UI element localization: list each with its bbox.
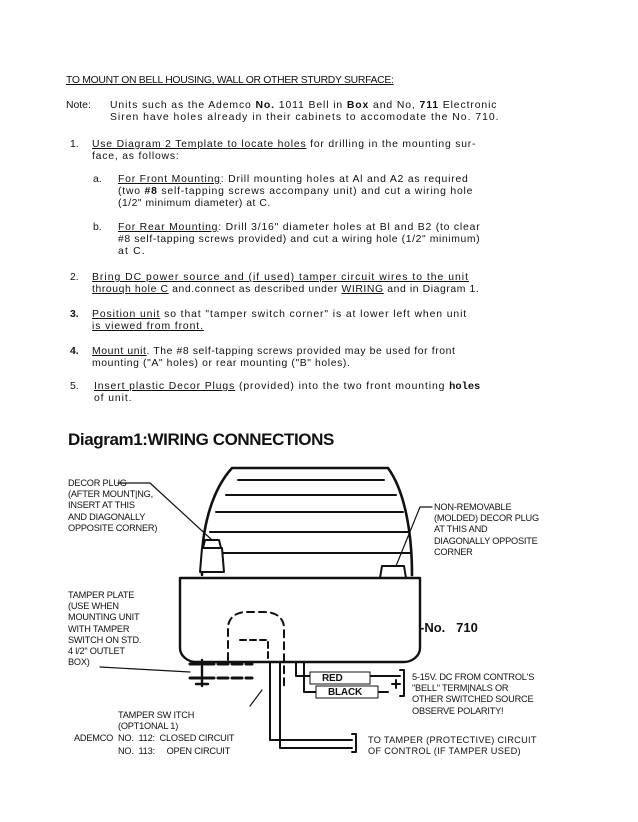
tamper-switch-label: [118, 710, 194, 732]
step-1b-heading: For Rear Mounting: [118, 222, 219, 233]
step-4-underlined: Mount unit: [92, 346, 147, 357]
note-text: and No,: [369, 100, 420, 111]
bell-dome-outline: [202, 468, 412, 575]
step-1b-text: : Drill 3/16" diameter holes at Bl and B2 (to clear: [218, 222, 481, 233]
step-1a-line-3: (1/2" minimum diameter) at C.: [118, 198, 271, 209]
polarity-plus: [392, 680, 400, 688]
label-line: (OPT1ONAL 1): [118, 721, 179, 732]
step-1a-text: (two: [118, 186, 145, 197]
label-line: (USE WHEN: [68, 601, 119, 612]
label-line: AND DIAGONALLY: [68, 511, 146, 522]
note-text: Electronic: [438, 100, 498, 111]
label-line: WITH TAMPER: [68, 623, 130, 634]
label-line: OF CONTROL (IF TAMPER USED): [368, 746, 521, 757]
no-112-label: NO. 112: CLOSED CIRCUIT: [118, 733, 235, 743]
decor-plug-right: [380, 566, 406, 578]
tamper-plate-label: [68, 590, 141, 668]
sub-letter: a.: [93, 174, 102, 185]
step-1-link-text: Use Diagram 2 Template to locate holes: [92, 139, 307, 150]
label-line: (AFTER MOUNT|NG,: [68, 489, 153, 500]
step-4-text: . The #8 self-tapping screws provided may be used for front: [146, 346, 456, 357]
model-number: -No. 710: [420, 620, 478, 635]
note-bold-no: No.: [255, 100, 275, 111]
decor-plug-label: [68, 478, 157, 534]
decor-plug-left-cap: [203, 540, 221, 548]
note-label: Note:: [66, 100, 91, 111]
step-2-underlined: throuqh hole C: [92, 284, 169, 295]
label-line: DIAGONALLY OPPOSITE: [434, 535, 538, 546]
label-line: OBSERVE POLARITY!: [412, 705, 504, 716]
label-line: NON-REMOVABLE: [434, 502, 512, 512]
note-text: 1011 Bell in: [274, 100, 347, 111]
step-number: 4.: [70, 346, 79, 357]
tamper-circuit-label: [368, 735, 537, 757]
step-2-line-1: Bring DC power source and (if used) tamper circuit wires to the unit: [92, 272, 469, 283]
base-box: [180, 578, 420, 662]
step-1a-text: : Drill mounting holes at Al and A2 as required: [220, 174, 469, 185]
label-line: INSERT AT THIS: [68, 500, 135, 511]
polarity-bracket: [400, 670, 404, 696]
label-line: TAMPER PLATE: [68, 590, 135, 600]
no-113-label: NO. 113: OPEN CIRCUIT: [118, 746, 231, 756]
step-5-text: (provided) into the two front mounting: [235, 381, 450, 392]
tamper-bracket: [352, 734, 356, 752]
label-line: DECOR PLUG: [68, 478, 127, 488]
label-line: AT THIS AND: [434, 524, 488, 535]
power-source-label: [412, 672, 534, 717]
step-3-underlined: Position unit: [92, 309, 161, 320]
note-bold-711: 711: [419, 100, 439, 111]
step-1a-heading: For Front Mounting: [118, 174, 221, 185]
label-line: 5-15V. DC FROM CONTROL'S: [412, 672, 535, 682]
label-line: 4 l/2" OUTLET: [68, 646, 125, 657]
ademco-label: ADEMCO: [74, 733, 114, 743]
label-line: OTHER SWITCHED SOURCE: [412, 694, 534, 705]
step-1b-line-3: at C.: [118, 246, 146, 257]
step-1-line-2: face, as follows:: [92, 151, 180, 162]
section-heading: TO MOUNT ON BELL HOUSING, WALL OR OTHER STURDY SURFACE:: [66, 75, 394, 86]
diagram-title: Diagram1:WIRING CONNECTIONS: [68, 430, 334, 449]
step-5-line-2: of unit.: [94, 393, 133, 404]
decor-plug-left: [200, 548, 224, 572]
non-removable-label: [434, 502, 539, 558]
step-1-text: for drilling in the mounting sur-: [306, 139, 477, 150]
step-2-wiring-ref: WIRING: [341, 284, 384, 295]
note-line-2: Siren have holes already in their cabinets to accomodate the No. 710.: [110, 112, 500, 123]
leader-tamper-switch: [250, 690, 262, 706]
step-1a-bold: #8: [144, 186, 158, 197]
leader-non-removable: [396, 507, 432, 566]
red-wire-label: RED: [322, 673, 343, 684]
label-line: OPPOSITE CORNER): [68, 522, 158, 533]
step-number: 3.: [70, 309, 79, 320]
step-number: 5.: [70, 381, 79, 392]
black-wire-label: BLACK: [328, 687, 362, 698]
step-3-line-2: is viewed from front.: [92, 321, 204, 332]
label-line: MOUNTING UNIT: [68, 612, 140, 623]
step-5-underlined: Insert plastic Decor Plugs: [94, 381, 236, 392]
label-line: TO TAMPER (PROTECTIVE) CIRCUIT: [368, 735, 537, 745]
note-bold-box: Box: [346, 100, 370, 111]
step-2-text: and.connect as described under: [168, 284, 342, 295]
step-2-text: and in Diagram 1.: [383, 284, 480, 295]
step-5-bold: holes: [449, 381, 481, 393]
label-line: BOX): [68, 657, 90, 668]
step-1a-text: self-tapping screws accompany unit) and cut a wiring hole: [157, 186, 474, 197]
label-line: CORNER: [434, 546, 473, 557]
label-line: SWITCH ON STD.: [68, 634, 142, 645]
label-line: "BELL" TERM|NALS OR: [412, 683, 509, 694]
sub-letter: b.: [93, 222, 102, 233]
step-3-text: so that "tamper switch corner" is at lower left when unit: [160, 309, 468, 320]
note-text: Units such as the Ademco: [110, 100, 256, 111]
label-line: (MOLDED) DECOR PLUG: [434, 513, 539, 524]
step-number: 1.: [70, 139, 79, 150]
step-1b-line-2: #8 self-tapping screws provided) and cut a wiring hole (1/2" minimum): [118, 234, 481, 245]
label-line: TAMPER SW ITCH: [118, 710, 195, 720]
step-4-line-2: mounting ("A" holes) or rear mounting ("B" holes).: [92, 358, 351, 369]
step-number: 2.: [70, 272, 79, 283]
